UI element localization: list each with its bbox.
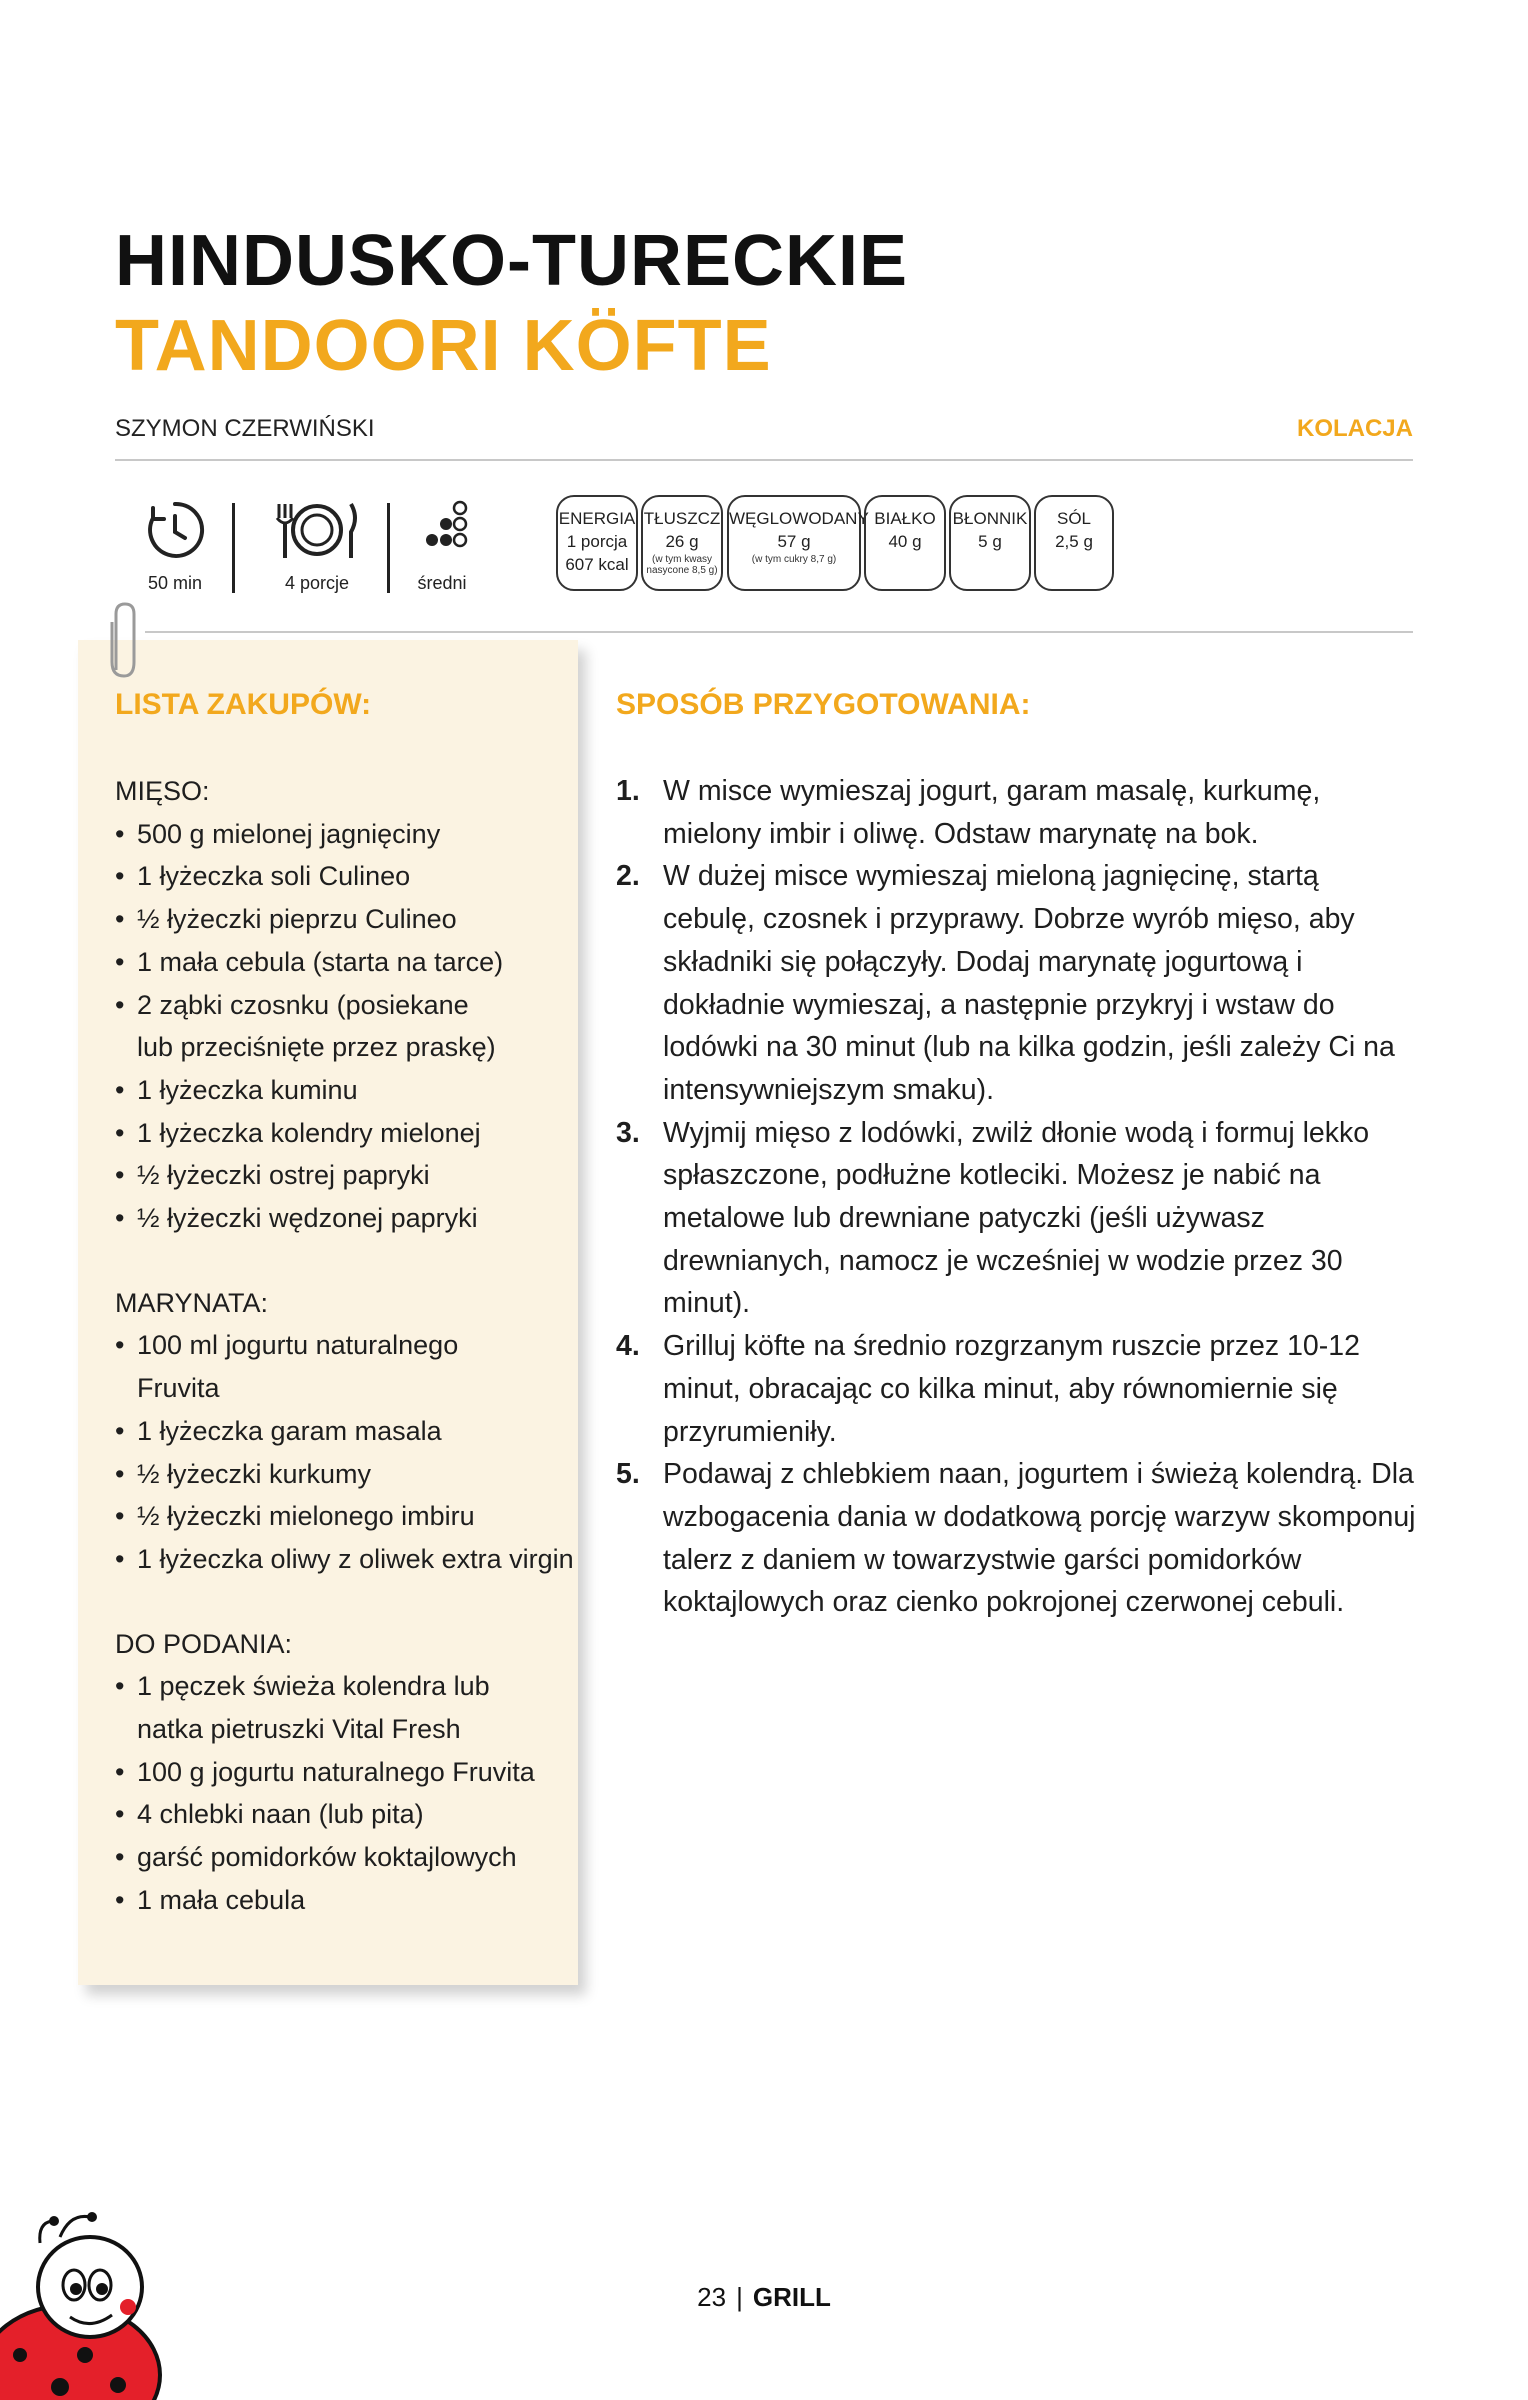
nutrition-value: 1 porcja [566, 532, 628, 551]
nutrition-value: 2,5 g [1055, 532, 1093, 551]
list-item: • 4 chlebki naan (lub pita) [115, 1793, 585, 1836]
step-number: 5. [616, 1458, 640, 1491]
difficulty-label: średni [417, 573, 467, 593]
shopping-section-marinade [115, 1282, 585, 1581]
step-number: 3. [616, 1116, 640, 1149]
list-item: • ½ łyżeczki mielonego imbiru [115, 1495, 585, 1538]
step-number: 2. [616, 860, 640, 893]
meta-time [115, 498, 235, 594]
shopping-section-serving [115, 1623, 585, 1922]
difficulty-dots-icon [410, 498, 474, 562]
nutrition-label: SÓL [1056, 509, 1092, 528]
nutrition-energy [556, 495, 638, 591]
preparation-title: SPOSÓB PRZYGOTOWANIA: [616, 688, 1031, 721]
header-divider [115, 459, 1413, 461]
nutrition-label: BŁONNIK [952, 509, 1028, 528]
recipe-title-line2: TANDOORI KÖFTE [115, 306, 772, 386]
nutrition-carbs [727, 495, 869, 591]
clock-icon [143, 498, 207, 562]
section-heading: MARYNATA: [115, 1287, 269, 1318]
step-text: W dużej misce wymieszaj mieloną jagnięcinę, startą cebulę, czosnek i przyprawy. Dobrze wyrób mięso, aby składniki się połączyły. Dodaj marynatę jogurtową i dokładnie wymieszaj, a następnie przykryj i wstaw do lodówki na 30 minut (lub na kilka godzin, jeśli zależy Ci na intensywniejszym smaku). [663, 860, 1395, 1106]
list-item: • 1 mała cebula [115, 1879, 585, 1922]
shopping-list [115, 770, 585, 1922]
list-item: • 100 ml jogurtu naturalnego Fruvita [115, 1324, 497, 1409]
time-label: 50 min [147, 573, 203, 593]
step-number: 4. [616, 1330, 640, 1363]
plate-cutlery-icon [267, 498, 367, 562]
step [616, 1453, 1423, 1624]
list-item: • 100 g jogurtu naturalnego Fruvita [115, 1751, 585, 1794]
nutrition-value: 57 g [777, 532, 811, 551]
list-item: • 1 mała cebula (starta na tarce) [115, 941, 585, 984]
list-item: • ½ łyżeczki wędzonej papryki [115, 1197, 585, 1240]
page-number: 23 [697, 2282, 727, 2312]
section-heading: MIĘSO: [115, 776, 210, 806]
nutrition-value: 5 g [978, 532, 1002, 551]
nutrition-label: ENERGIA [558, 509, 636, 528]
step [616, 1325, 1416, 1453]
meta-divider [232, 503, 235, 593]
step [616, 770, 1363, 855]
list-item: • ½ łyżeczki ostrej papryki [115, 1154, 585, 1197]
nutrition-note: (w tym cukry 8,7 g) [751, 554, 837, 565]
nutrition-label: BIAŁKO [874, 509, 936, 528]
preparation-steps [616, 770, 1416, 1624]
section-name: GRILL [752, 2282, 831, 2312]
shopping-list-title: LISTA ZAKUPÓW: [115, 688, 372, 721]
nutrition-protein [864, 495, 946, 591]
recipe-category: KOLACJA [1296, 415, 1413, 442]
list-item: • 500 g mielonej jagnięciny [115, 813, 585, 856]
nutrition-salt [1034, 495, 1114, 591]
step-text: Podawaj z chlebkiem naan, jogurtem i świeżą kolendrą. Dla wzbogacenia dania w dodatkową porcję warzyw skomponuj talerz z daniem w towarzystwie garści pomidorków koktajlowych oraz cienko pokrojonej czerwonej cebuli. [663, 1458, 1416, 1619]
list-item: • 1 łyżeczka garam masala [115, 1410, 585, 1453]
nutrition-fat [641, 495, 723, 591]
step [616, 855, 1416, 1111]
step-text: Wyjmij mięso z lodówki, zwilż dłonie wodą i formuj lekko spłaszczone, podłużne kotleciki. Możesz je nabić na metalowe lub drewniane patyczki (jeśli używasz drewnianych, namocz je wcześniej w wodzie przez 30 minut). [663, 1116, 1370, 1320]
list-item: • 1 łyżeczka soli Culineo [115, 855, 585, 898]
meta-portions [252, 498, 382, 594]
nutrition-note: (w tym kwasy nasycone 8,5 g) [646, 554, 718, 576]
list-item: • 1 łyżeczka kolendry mielonej [115, 1112, 585, 1155]
step [616, 1112, 1403, 1326]
nutrition-label: TŁUSZCZ [643, 509, 721, 528]
nutrition-value: 26 g [665, 532, 699, 551]
portions-label: 4 porcje [284, 573, 350, 593]
list-item: • ½ łyżeczki kurkumy [115, 1453, 585, 1496]
recipe-author: SZYMON CZERWIŃSKI [115, 415, 375, 442]
list-item: • 1 łyżeczka kuminu [115, 1069, 585, 1112]
shopping-section-meat [115, 770, 585, 1240]
step-number: 1. [616, 775, 640, 807]
list-item: • garść pomidorków koktajlowych [115, 1836, 585, 1879]
nutrition-extra: 607 kcal [565, 555, 629, 574]
nutrition-fiber [949, 495, 1031, 591]
step-text: Grilluj köfte na średnio rozgrzanym ruszcie przez 10-12 minut, obracając co kilka minut, aby równomiernie się przyrumieniły. [663, 1330, 1360, 1448]
paperclip-icon [106, 600, 142, 684]
section-heading: DO PODANIA: [115, 1628, 293, 1659]
nutrition-label: WĘGLOWODANY [729, 509, 869, 528]
list-item: • 1 pęczek świeża kolendra lub natka pietruszki Vital Fresh [115, 1665, 557, 1750]
ladybug-mascot-icon [0, 2205, 170, 2400]
list-item: • 2 ząbki czosnku (posiekane lub przeciśnięte przez praskę) [115, 984, 497, 1069]
step-text: W misce wymieszaj jogurt, garam masalę, kurkumę, mielony imbir i oliwę. Odstaw marynatę na bok. [663, 775, 1321, 850]
meta-divider-line [145, 631, 1413, 633]
meta-difficulty [382, 498, 502, 594]
recipe-title-line1: HINDUSKO-TURECKIE [115, 221, 909, 301]
list-item: • 1 łyżeczka oliwy z oliwek extra virgin [115, 1538, 585, 1581]
page-footer: 23 | GRILL [697, 2282, 831, 2312]
nutrition-value: 40 g [888, 532, 922, 551]
list-item: • ½ łyżeczki pieprzu Culineo [115, 898, 585, 941]
